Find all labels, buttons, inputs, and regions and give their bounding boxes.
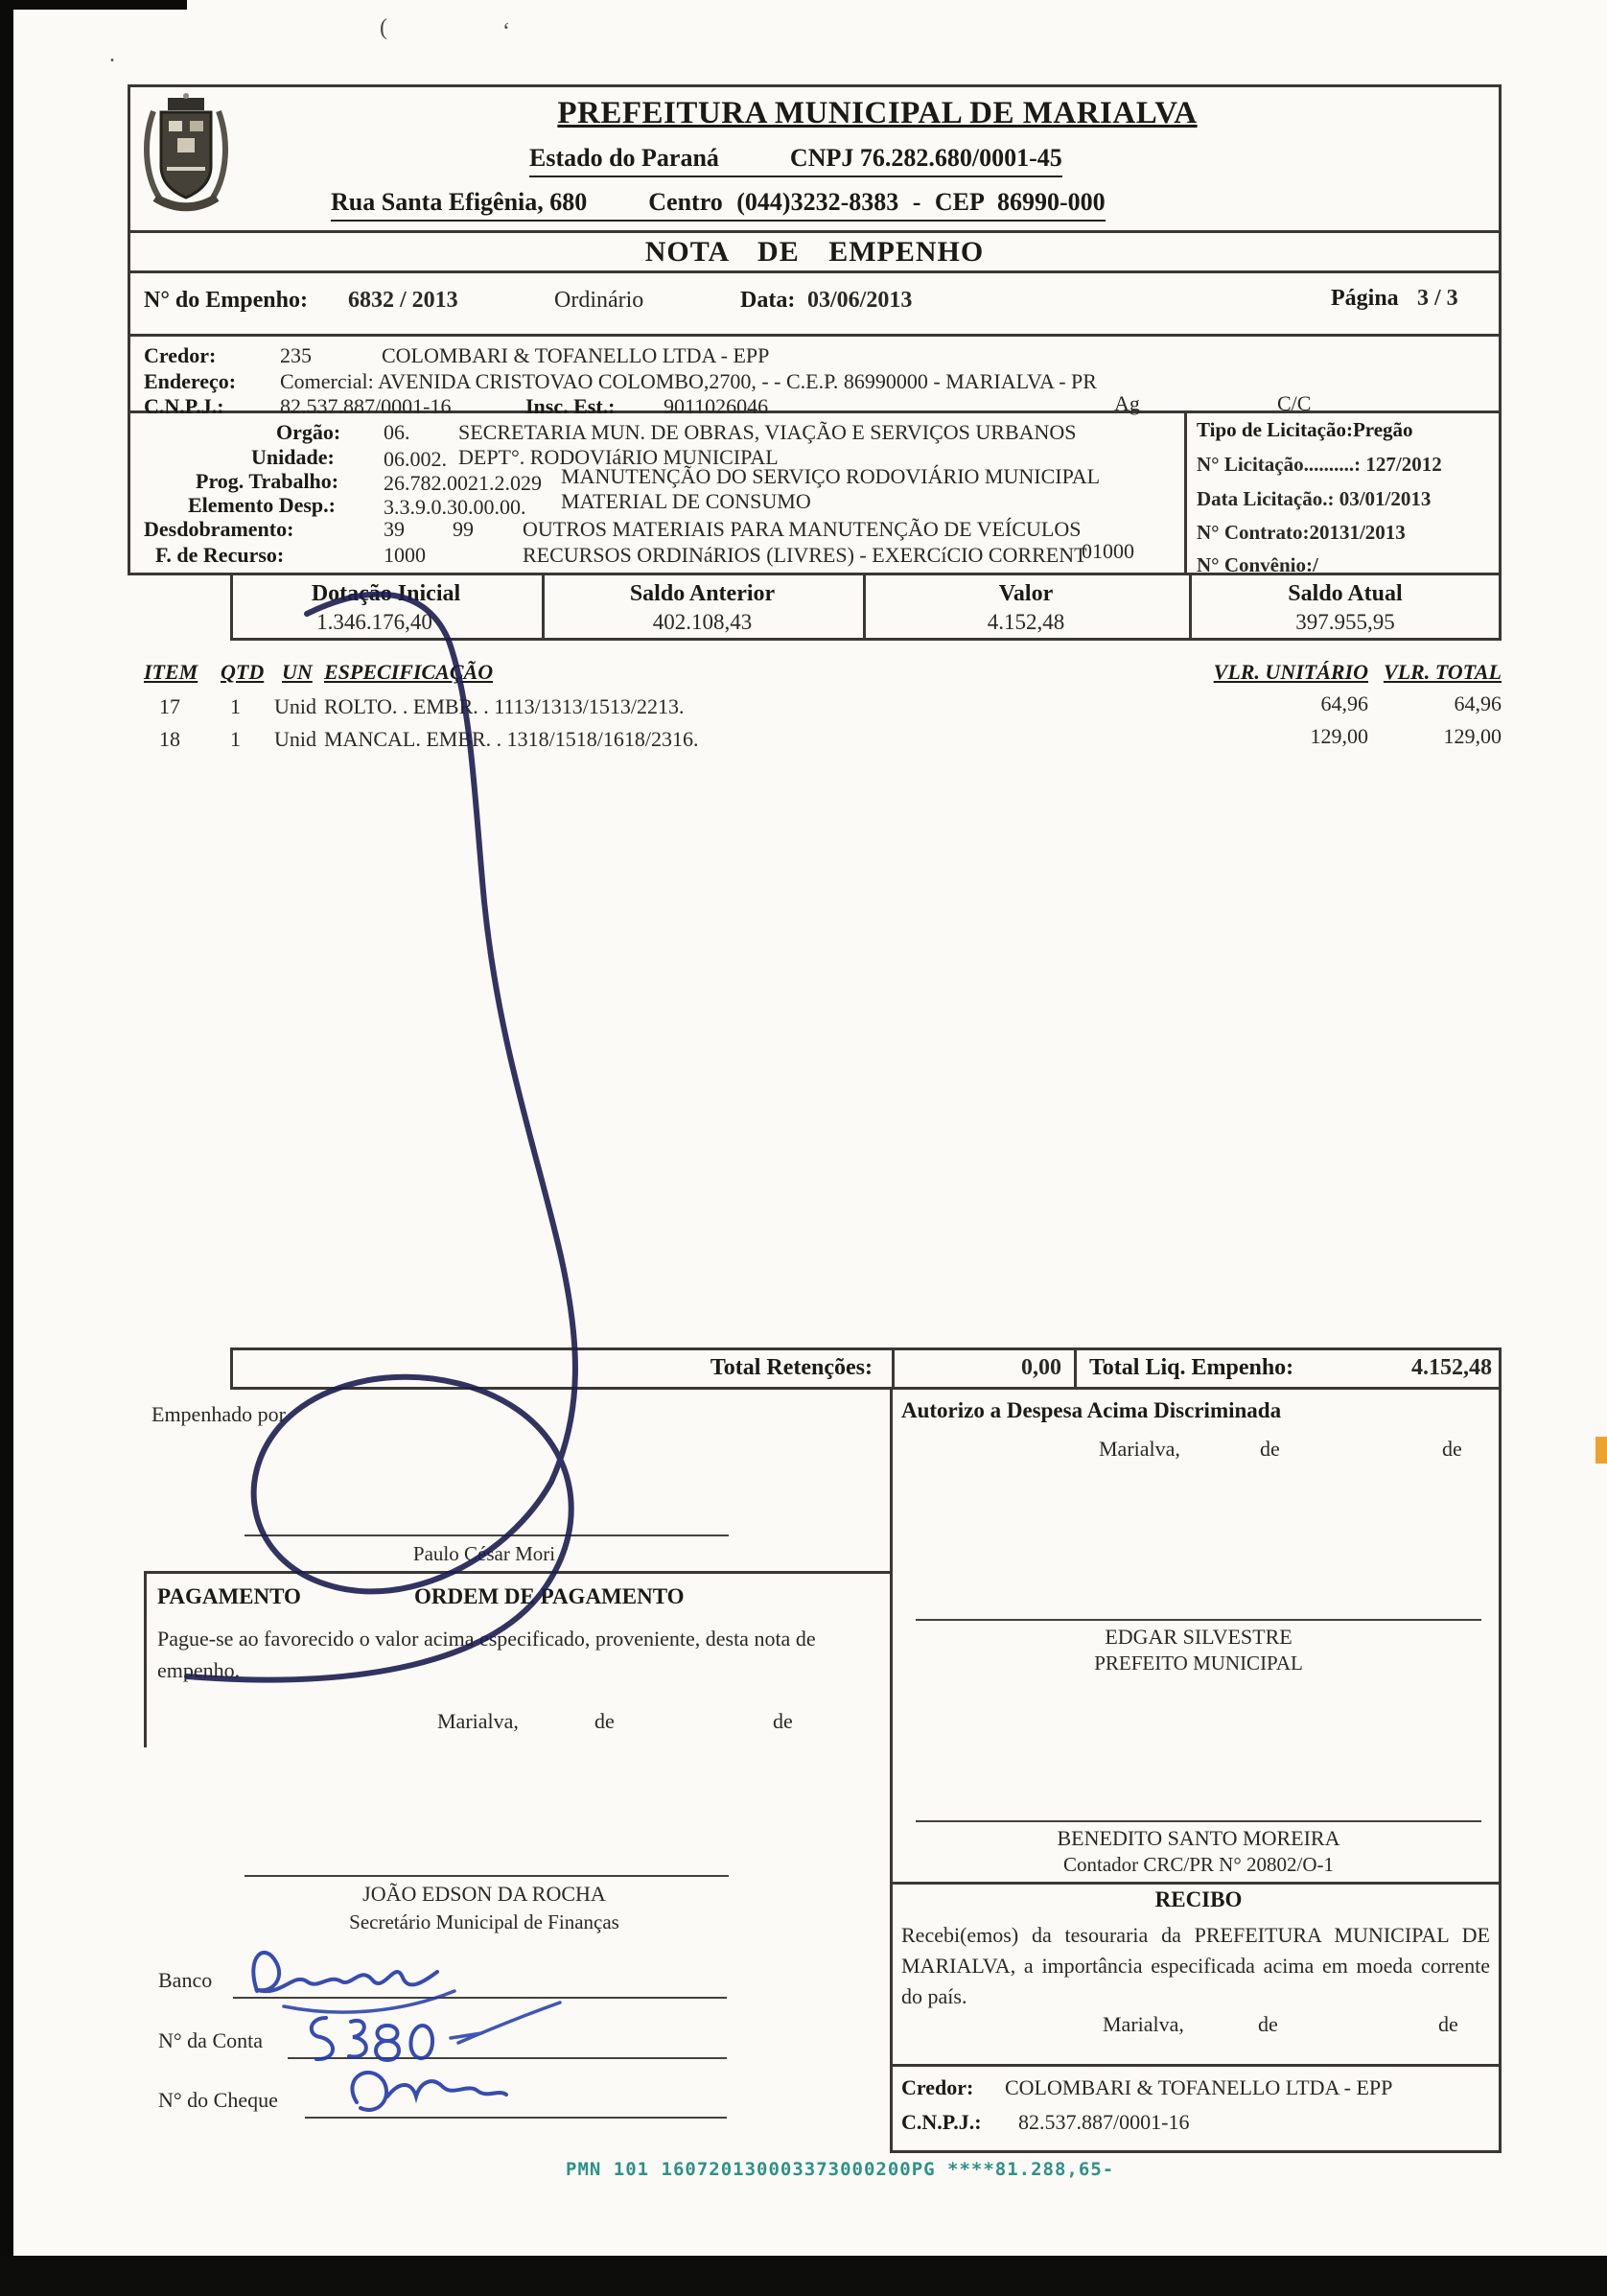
- total-retencoes-label: Total Retenções:: [710, 1355, 873, 1380]
- coat-of-arms-icon: [140, 92, 232, 217]
- credor-label: Credor:: [144, 343, 217, 367]
- header-street: Rua Santa Efigênia, 680: [331, 188, 588, 216]
- desdobramento-codigo: 39: [384, 517, 405, 541]
- contador-cargo: Contador CRC/PR N° 20802/O-1: [1062, 1853, 1334, 1876]
- credor-codigo: 235: [280, 343, 312, 367]
- assinatura-contador-line: [916, 1820, 1481, 1822]
- itens-header-qtd: QTD: [221, 660, 265, 684]
- total-retencoes-valor: 0,00: [1021, 1355, 1061, 1380]
- de-1-dir2: de: [1258, 2012, 1278, 2036]
- scan-speck: .: [109, 42, 115, 67]
- cidade-data-dir2: Marialva,: [1103, 2012, 1184, 2036]
- item-vlr-unitario: 129,00: [1310, 724, 1368, 748]
- credor-ag-label: Ag: [1114, 391, 1140, 415]
- de-2-esq: de: [773, 1709, 793, 1733]
- divider-line: [128, 334, 1502, 337]
- elemento-desp-label: Elemento Desp.:: [188, 493, 336, 517]
- saldo-anterior-valor: 402.108,43: [652, 610, 753, 634]
- assinatura-empenhado-line: [245, 1535, 729, 1536]
- item-un: Unid: [274, 727, 316, 751]
- scan-artifact-top-strip: [0, 0, 187, 10]
- saldo-atual-label: Saldo Atual: [1288, 581, 1403, 606]
- recibo-credor-label: Credor:: [901, 2075, 974, 2099]
- ordem-pagamento-title: ORDEM DE PAGAMENTO: [414, 1584, 685, 1608]
- unidade-label: Unidade:: [251, 445, 335, 469]
- header-line2: [529, 144, 1062, 177]
- licitacao-contrato: N° Contrato:20131/2013: [1197, 521, 1406, 544]
- empenho-numero: 6832 / 2013: [348, 288, 458, 313]
- f-recurso-descricao: RECURSOS ORDINáRIOS (LIVRES) - EXERCíCIO CORRENT: [523, 543, 1087, 567]
- itens-header-vlr-total: VLR. TOTAL: [1383, 660, 1502, 684]
- prefeito-nome: EDGAR SILVESTRE: [1105, 1625, 1293, 1649]
- divider-line: [128, 270, 1502, 273]
- valor-label: Valor: [998, 581, 1054, 606]
- empenho-pagina: 3 / 3: [1417, 286, 1458, 311]
- prog-trabalho-descricao: MANUTENÇÃO DO SERVIÇO RODOVIÁRIO MUNICIPAL: [561, 464, 1101, 488]
- banco-handwriting: [253, 1953, 437, 1991]
- item-especificacao: MANCAL. EMBR. . 1318/1518/1618/2316.: [324, 727, 699, 751]
- credor-endereco: Comercial: AVENIDA CRISTOVAO COLOMBO,2700, - - C.E.P. 86990000 - MARIALVA - PR: [280, 369, 1097, 393]
- orgao-codigo: 06.: [384, 420, 410, 444]
- scan-artifact-left-strip: [0, 0, 13, 2296]
- elemento-desp-descricao: MATERIAL DE CONSUMO: [561, 489, 811, 513]
- valor-valor: 4.152,48: [987, 610, 1065, 634]
- credor-insc: 9011026046: [664, 394, 769, 418]
- divider-line: [1184, 410, 1187, 575]
- de-2-dir1: de: [1442, 1437, 1462, 1461]
- recibo-credor-nome: COLOMBARI & TOFANELLO LTDA - EPP: [1005, 2075, 1393, 2099]
- municipal-coat-of-arms: [140, 92, 232, 222]
- assinatura-prefeito-line: [916, 1619, 1481, 1621]
- credor-endereco-label: Endereço:: [144, 369, 237, 393]
- desdobramento-descricao: OUTROS MATERIAIS PARA MANUTENÇÃO DE VEÍCULOS: [523, 517, 1082, 541]
- pague-se-texto: Pague-se ao favorecido o valor acima especificado, proveniente, desta nota de empenho.: [157, 1627, 816, 1682]
- orgao-label: Orgão:: [276, 420, 341, 444]
- empenho-numero-label: N° do Empenho:: [144, 288, 308, 313]
- cheque-label: N° do Cheque: [158, 2088, 278, 2112]
- assinante-nome: Paulo César Mori: [412, 1542, 556, 1565]
- banco-label: Banco: [158, 1968, 213, 1992]
- credor-nome: COLOMBARI & TOFANELLO LTDA - EPP: [382, 343, 770, 367]
- divider-line: [890, 1882, 1502, 1885]
- saldo-atual-valor: 397.955,95: [1295, 610, 1395, 634]
- secretario-cargo: Secretário Municipal de Finanças: [349, 1910, 619, 1933]
- unidade-descricao: DEPT°. RODOVIáRIO MUNICIPAL: [458, 445, 779, 469]
- page-title: PREFEITURA MUNICIPAL DE MARIALVA: [557, 96, 1198, 130]
- prog-trabalho-codigo: 26.782.0021.2.029: [384, 471, 542, 495]
- empenho-data-label: Data:: [740, 288, 796, 313]
- scan-speck: ‘: [502, 19, 510, 44]
- licitacao-numero: N° Licitação..........: 127/2012: [1197, 453, 1442, 476]
- divider-line: [144, 1571, 890, 1574]
- impressao-dot-matrix: PMN 101 160720130003373000200PG ****81.288,65-: [566, 2159, 1115, 2180]
- itens-header-item: ITEM: [144, 660, 198, 684]
- credor-insc-label: Insc. Est.:: [525, 394, 616, 418]
- desdobramento-codigo2: 99: [453, 517, 474, 541]
- scan-artifact-bottom-strip: [0, 2256, 1607, 2296]
- recibo-title: RECIBO: [1154, 1887, 1243, 1911]
- autorizo-recibo-box: [890, 1390, 1502, 2153]
- empenhado-por-label: Empenhado por: [151, 1402, 286, 1426]
- licitacao-convenio: N° Convênio:/: [1197, 553, 1318, 576]
- cidade-data-dir1: Marialva,: [1099, 1437, 1180, 1461]
- cheque-handwriting: [352, 2073, 506, 2110]
- f-recurso-codigo: 1000: [384, 543, 426, 567]
- total-liq-valor: 4.152,48: [1411, 1355, 1492, 1380]
- licitacao-tipo: Tipo de Licitação:Pregão: [1197, 418, 1413, 441]
- banco-line: [233, 1997, 727, 1999]
- secretario-nome: JOÃO EDSON DA ROCHA: [362, 1882, 606, 1906]
- item-vlr-total: 64,96: [1454, 691, 1502, 715]
- f-recurso-label: F. de Recurso:: [155, 543, 285, 567]
- empenho-data: 03/06/2013: [807, 288, 913, 313]
- de-2-dir2: de: [1438, 2012, 1458, 2036]
- credor-cnpj: 82.537.887/0001-16: [280, 394, 452, 418]
- recibo-cnpj-label: C.N.P.J.:: [901, 2110, 982, 2134]
- item-un: Unid: [274, 694, 316, 718]
- orgao-descricao: SECRETARIA MUN. DE OBRAS, VIAÇÃO E SERVIÇOS URBANOS: [458, 420, 1077, 444]
- divider-line: [1074, 1347, 1077, 1390]
- desdobramento-label: Desdobramento:: [144, 517, 294, 541]
- prog-trabalho-label: Prog. Trabalho:: [196, 469, 339, 493]
- empenho-tipo: Ordinário: [554, 288, 644, 313]
- conta-label: N° da Conta: [158, 2028, 264, 2052]
- cidade-data-esq: Marialva,: [437, 1709, 519, 1733]
- credor-cnpj-label: C.N.P.J.:: [144, 394, 224, 418]
- header-line3: [331, 188, 1106, 222]
- divider-line: [890, 2064, 1502, 2067]
- total-liq-label: Total Liq. Empenho:: [1089, 1355, 1294, 1380]
- f-recurso-codigo2: 01000: [1082, 539, 1134, 563]
- de-1-esq: de: [594, 1709, 615, 1733]
- conta-handwriting: [312, 2018, 432, 2060]
- item-vlr-total: 129,00: [1443, 724, 1502, 748]
- contador-nome: BENEDITO SANTO MOREIRA: [1057, 1826, 1340, 1850]
- header-cnpj: CNPJ 76.282.680/0001-45: [789, 144, 1062, 172]
- dotacao-inicial-label: Dotação Inicial: [311, 581, 461, 606]
- cheque-line: [305, 2117, 727, 2119]
- elemento-desp-codigo: 3.3.9.0.30.00.00.: [384, 495, 526, 519]
- pagamento-title: PAGAMENTO: [157, 1584, 301, 1608]
- conta-handwriting-flourish: [451, 2003, 560, 2043]
- unidade-codigo: 06.002.: [384, 447, 447, 471]
- licitacao-data: Data Licitação.: 03/01/2013: [1197, 487, 1432, 510]
- banco-handwriting-flourish: [284, 1991, 454, 2012]
- scan-speck: (: [380, 15, 387, 40]
- header-district-phone-cep: Centro (044)3232-8383 - CEP 86990-000: [648, 188, 1106, 216]
- de-1-dir1: de: [1260, 1437, 1280, 1461]
- item-qtd: 1: [230, 727, 241, 751]
- itens-header-vlr-unitario: VLR. UNITÁRIO: [1213, 660, 1368, 684]
- autorizo-title: Autorizo a Despesa Acima Discriminada: [901, 1398, 1282, 1422]
- conta-line: [288, 2057, 727, 2059]
- document-type-title: NOTA DE EMPENHO: [644, 236, 985, 268]
- scan-artifact-orange-mark: [1595, 1437, 1607, 1464]
- item-especificacao: ROLTO. . EMBR. . 1113/1313/1513/2213.: [324, 694, 685, 718]
- itens-header-especificacao: ESPECIFICAÇÃO: [324, 660, 494, 684]
- header-state: Estado do Paraná: [529, 144, 719, 172]
- recibo-texto: Recebi(emos) da tesouraria da PREFEITURA MUNICIPAL DE MARIALVA, a importância especificada acima em moeda corrente do país.: [901, 1923, 1490, 2008]
- saldo-anterior-label: Saldo Anterior: [629, 581, 776, 606]
- divider-line: [128, 230, 1502, 233]
- assinatura-secretario-line: [245, 1875, 729, 1877]
- item-qtd: 1: [230, 694, 241, 718]
- divider-line: [892, 1347, 895, 1390]
- divider-line: [144, 1571, 147, 1747]
- item-numero: 18: [159, 727, 180, 751]
- signature-scrawl: [187, 595, 575, 1680]
- prefeito-cargo: PREFEITO MUNICIPAL: [1094, 1652, 1303, 1675]
- recibo-cnpj: 82.537.887/0001-16: [1018, 2110, 1190, 2134]
- empenho-pagina-label: Página: [1331, 286, 1399, 311]
- credor-cc-label: C/C: [1277, 391, 1312, 415]
- item-vlr-unitario: 64,96: [1320, 691, 1368, 715]
- itens-header-un: UN: [282, 660, 313, 684]
- item-numero: 17: [159, 694, 180, 718]
- dotacao-inicial-valor: 1.346.176,40: [316, 610, 432, 634]
